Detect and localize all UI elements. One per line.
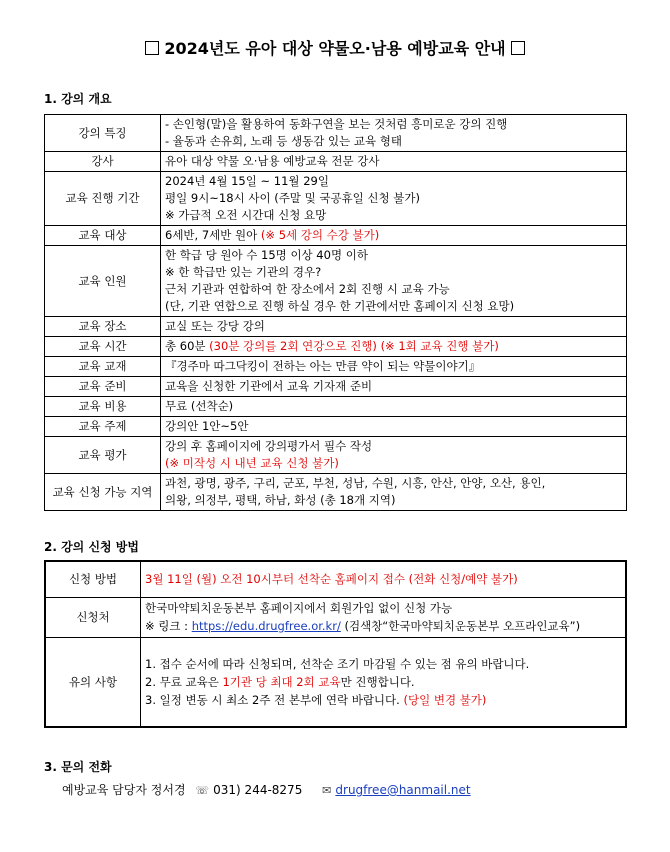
phone-icon: ☏: [195, 784, 210, 797]
feature-cell: - 손인형(말)을 활용하여 동화구연을 보는 것처럼 흥미로운 강의 진행 - 율동과 손유희, 노래 등 생동감 있는 교육 형태: [161, 115, 627, 152]
section2-heading: 2. 강의 신청 방법: [44, 540, 139, 554]
overview-table: 강의 특징 - 손인형(말)을 활용하여 동화구연을 보는 것처럼 흥미로운 강의 진행 - 율동과 손유희, 노래 등 생동감 있는 교육 형태 강사 유아 대상 약물 오·남용 예방교육 전문 강사 교육 진행 기간 2024년 4월 15일 ~ 11월 29일 평일 9시~18시 사이 (주말 및 국공휴일 신청 불가) ※ 가급적 오전 시간대 신청 요망 교육 대상 6세반, 7세반 원아 (※ 5세 강의 수강 불가) 교육 인원 한 학급 당 원아 수 15명 이상 40명 이하 ※ 한 학급만 있는 기관의 경우? 근처 기관과 연합하여 한 장소에서 2회 진행 시 교육 가능 (단, 기관 연합으로 진행 하실 경우 한 기관에서만 홈페이지 신청 요망) 교육 장소 교실 또는 강당 강의 교육 시간 총 60분 (30분 강의를 2회 연강으로 진행) (※ 1회 교육 진행 불가) 교육 교재 『경주마 따그닥킹이 전하는 아는 만큼 약이 되는 약물이야기』 교육 준비 교육을 신청한 기관에서 교육 기자재 준비 교육 비용 무료 (선착순) 교육 주제 강의안 1안~5안 교육 평가 강의 후 홈페이지에 강의평가서 필수 작성 (※ 미작성 시 내년 교육 신청 불가) 교육 신청 가능 지역 과천, 광명, 광주, 구리, 군포, 부천, 성남, 수원, 시흥, 안산, 안양, 오산, 용인, 의왕, 의정부, 평택, 하남, 화성 (총 18개 지역): [44, 114, 627, 511]
section3-heading: 3. 문의 전화: [44, 760, 112, 774]
row-label: 강의 특징: [45, 115, 161, 152]
checkbox-icon: [511, 41, 525, 55]
checkbox-icon: [145, 41, 159, 55]
mail-icon: ✉: [322, 784, 332, 797]
contact-line: 예방교육 담당자 정서경 ☏ 031) 244-8275 ✉ drugfree@hanmail.net: [62, 783, 471, 797]
page-title: 2024년도 유아 대상 약물오·남용 예방교육 안내: [0, 36, 670, 59]
section1-heading: 1. 강의 개요: [44, 92, 112, 106]
application-table: 신청 방법 3월 11일 (월) 오전 10시부터 선착순 홈페이지 접수 (전화 신청/예약 불가) 신청처 한국마약퇴치운동본부 홈페이지에서 회원가입 없이 신청 가능 ※ 링크 : https://edu.drugfree.or.kr/ (검색창“한국마약퇴치운동본부 오프라인교육”) 유의 사항 1. 접수 순서에 따라 신청되며, 선착순 조기 마감될 수 있는 점 유의 바랍니다. 2. 무료 교육은 1기관 당 최대 2회 교육만 진행합니다. 3. 일정 변동 시 최소 2주 전 본부에 연락 바랍니다. (당일 변경 불가): [44, 560, 627, 728]
edu-site-link[interactable]: https://edu.drugfree.or.kr/: [191, 619, 341, 633]
email-link[interactable]: drugfree@hanmail.net: [335, 783, 471, 797]
